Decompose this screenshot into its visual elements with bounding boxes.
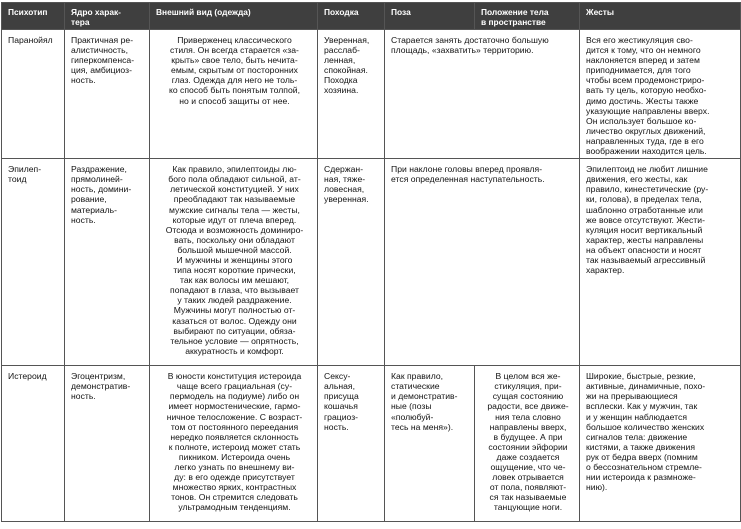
cell-pose: Как правило, статические и демонстратив- ные (позы «полюбуй- тесь на меня»). (385, 366, 475, 522)
cell-type: Истероид (2, 366, 65, 522)
cell-gestures: Вся его жестикуляция сво- дится к тому, что он немного наклоняется вперед и затем приподнимается, для того чтобы всем продемонстриро- вать ту цель, которую необхо- димо достичь. Жесты также указующие направлены вверх. Он использует большое ко- личество округлых движений, направленных туда, где в его воображении находится цель. (580, 30, 741, 159)
cell-appearance: Как правило, эпилептоиды лю- бого пола обладают сильной, ат- летической конституцией. У них преобладают так называемые мужские сигналы тела — жесты, которые идут от плеча вперед. Отсюда и возможность доминиро- вать, поскольку они обладают большой мышечной массой. И мужчины и женщины этого типа носят короткие прически, так как волосы им мешают, попадают в глаза, что вызывает у таких людей раздражение. Мужчины могут полностью от- казаться от волос. Одежду они выбирают по ситуации, обяза- тельное условие — опрятность, аккуратность и комфорт. (150, 159, 318, 366)
table-row (2, 366, 741, 522)
table-header-row (2, 3, 741, 30)
cell-core: Эгоцентризм, демонстратив- ность. (65, 366, 150, 522)
header-position: Положение тела в пространстве (475, 3, 580, 30)
cell-position: В целом вся же- стикуляция, при- сущая состоянию радости, все движе- ния тела словно направлены вверх, в будущее. А при состоянии эйфории даже создается ощущение, что че- ловек отрывается от пола, появляют- ся так называемые танцующие ноги. (475, 366, 580, 522)
table-row (2, 159, 741, 366)
psychotype-table (1, 2, 741, 522)
cell-gestures: Эпилептоид не любит лишние движения, его жесты, как правило, кинестетические (ру- ки, голова), в пределах тела, шаблонно отработанные или же вовсе отсутствуют. Жести- куляция носит вертикальный характер, жесты направлены на объект опасности и носят так называемый агрессивный характер. (580, 159, 741, 366)
cell-gestures: Широкие, быстрые, резкие, активные, динамичные, похо- жи на прерывающиеся всплески. Как у мужчин, так и у женщин наблюдается большое количество женских сигналов тела: движение кистями, а также движения рук от бедра вверх (помним о бессознательном стремле- нии истероида к размноже- нию). (580, 366, 741, 522)
cell-gait: Сексу- альная, присуща кошачья грациоз- ность. (318, 366, 385, 522)
table-row (2, 30, 741, 159)
header-gestures: Жесты (580, 3, 741, 30)
cell-appearance: В юности конституция истероида чаще всего грациальная (су- пермодель на подиуме) либо он имеет нормостенические, гармо- ничное телосложение. С возраст- том от постоянного переедания нередко появляется склонность к полноте, истероид может стать пикником. Истероида очень легко узнать по внешнему ви- ду: в его одежде присутствует множество ярких, контрастных тонов. Он стремится следовать ультрамодным тенденциям. (150, 366, 318, 522)
cell-type: Эпилеп- тоид (2, 159, 65, 366)
cell-type: Паранойял (2, 30, 65, 159)
cell-pose-position: При наклоне головы вперед проявля- ется определенная наступательность. (385, 159, 580, 366)
header-pose: Поза (385, 3, 475, 30)
cell-core: Практичная ре- алистичность, гиперкомпенса- ция, амбициоз- ность. (65, 30, 150, 159)
cell-core: Раздражение, прямолиней- ность, домини- рование, материаль- ность. (65, 159, 150, 366)
header-psychotype: Психотип (2, 3, 65, 30)
cell-pose-position: Старается занять достаточно большую площадь, «захватить» территорию. (385, 30, 580, 159)
cell-gait: Уверенная, расслаб- ленная, спокойная. Походка хозяина. (318, 30, 385, 159)
cell-gait: Сдержан- ная, тяже- ловесная, уверенная. (318, 159, 385, 366)
header-appearance: Внешний вид (одежда) (150, 3, 318, 30)
cell-appearance: Приверженец классического стиля. Он всегда старается «за- крыть» свое тело, быть нечита- емым, скрытым от посторонних глаз. Одежда для него не толь- ко способ быть понятым толпой, но и способ защиты от нее. (150, 30, 318, 159)
header-core: Ядро харак- тера (65, 3, 150, 30)
header-gait: Походка (318, 3, 385, 30)
